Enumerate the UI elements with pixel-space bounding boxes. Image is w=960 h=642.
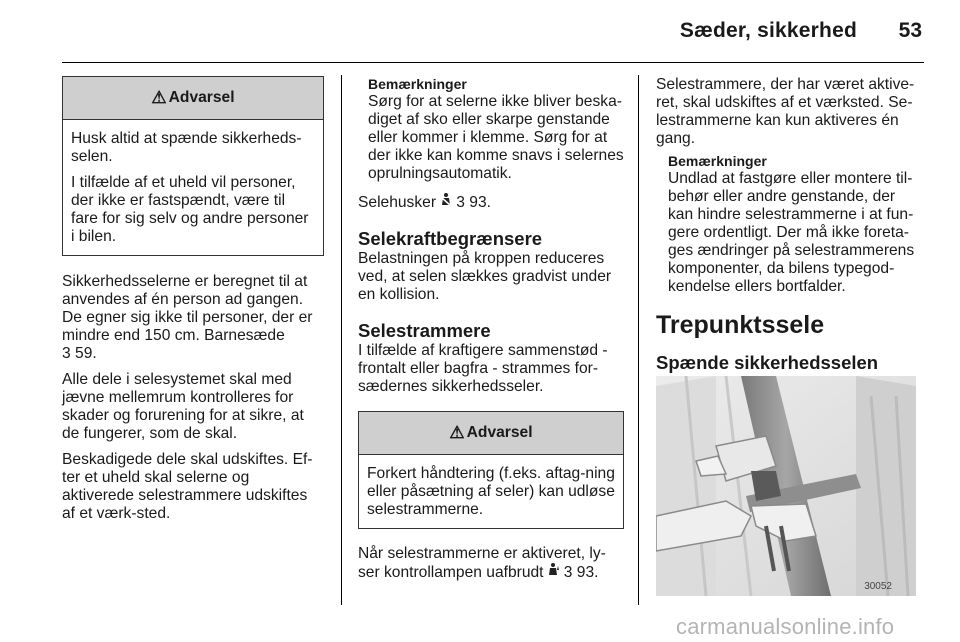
column-divider-1: [341, 75, 342, 605]
seatbelt-reminder-icon: [440, 194, 456, 210]
warning-title: Advarsel: [168, 89, 235, 106]
arrow-ref-icon: 3: [456, 194, 465, 211]
paragraph: Beskadigede dele skal udskiftes. Ef-ter et uheld skal selerne og aktiverede selestrammere udskiftes af et værk-sted.: [62, 451, 313, 522]
section-heading: Selestrammere: [358, 320, 491, 341]
warning-text: I tilfælde af et uheld vil personer, der ikke er fastspændt, være til fare for sig selv og andre personer i bilen.: [71, 174, 309, 245]
arrow-ref-icon: 3: [62, 345, 71, 362]
warning-box: [358, 411, 624, 529]
page-reference[interactable]: 93.: [576, 564, 599, 581]
warning-header: [359, 412, 623, 455]
header-rule: [62, 62, 924, 63]
warning-body: [359, 455, 623, 528]
paragraph: Når selestrammerne er aktiveret, ly-ser kontrollampen uafbrudt 3 93.: [358, 545, 606, 581]
paragraph: Selehusker 3 93.: [358, 194, 491, 211]
column-divider-2: [638, 75, 639, 605]
section-selekraft: [358, 228, 624, 304]
note-title: Bemærkninger: [368, 76, 467, 92]
column-1: [62, 76, 324, 531]
note-title: Bemærkninger: [668, 153, 767, 169]
section-selestrammere: [358, 320, 624, 396]
page-title: Sæder, sikkerhed: [679, 19, 857, 42]
paragraph: Selestrammere, der har været aktive-ret, skal udskiftes af et værksted. Se-lestrammerne kan kun aktiveres én gang.: [656, 76, 915, 147]
seatbelt-buckle-illustration: [656, 376, 916, 596]
note: [656, 153, 924, 296]
seatbelt-tensioner-icon: [548, 564, 564, 580]
page-number: 53: [898, 19, 922, 42]
column-2: [358, 76, 624, 590]
section-text: I tilfælde af kraftigere sammenstød - frontalt eller bagfra - strammes for-sædernes sikkerhedsseler.: [358, 342, 608, 395]
note-text: Undlad at fastgøre eller montere til-behør eller andre genstande, der kan hindre selestrammerne i at fun-gere ordentligt. Der må ikke foreta-ges ændringer på selestrammerens komponenter, da bilens typegod-kendelse ellers bortfalder.: [668, 170, 915, 295]
image-code: 30052: [864, 581, 892, 592]
warning-body: [63, 120, 323, 255]
warning-box: [62, 76, 324, 256]
arrow-ref-icon: 3: [563, 564, 573, 581]
column-3: [656, 76, 924, 384]
paragraph: Alle dele i selesystemet skal med jævne mellemrum kontrolleres for skader og forurening for at sikre, at de fungerer, som de skal.: [62, 371, 304, 442]
subsection-heading: Spænde sikkerhedsselen: [656, 352, 879, 373]
warning-title: Advarsel: [466, 424, 533, 441]
warning-icon: ⚠: [449, 423, 465, 442]
page-reference[interactable]: 93.: [469, 194, 491, 211]
section-text: Belastningen på kroppen reduceres ved, at selen slækkes gradvist under en kollision.: [358, 250, 612, 303]
watermark: carmanualsonline.info: [676, 614, 895, 639]
section-heading: Selekraftbegrænsere: [358, 228, 543, 249]
paragraph: Sikkerhedsselerne er beregnet til at anvendes af én person ad gangen. De egner sig ikke til personer, der er mindre end 150 cm. Barnesæde 3 59.: [62, 273, 313, 362]
warning-header: [63, 77, 323, 120]
warning-text: Husk altid at spænde sikkerheds-selen.: [71, 130, 302, 165]
note-text: Sørg for at selerne ikke bliver beska-diget af sko eller skarpe genstande eller kommer i klemme. Sørg for at der ikke kan komme snavs i selernes oprulningsautomatik.: [368, 93, 624, 182]
warning-icon: ⚠: [151, 88, 167, 107]
section-heading: Trepunktssele: [656, 311, 825, 339]
note: [358, 76, 624, 183]
page-reference[interactable]: 59.: [75, 345, 97, 362]
warning-text: Forkert håndtering (f.eks. aftag-ning eller påsætning af seler) kan udløse selestrammerne.: [367, 465, 615, 518]
